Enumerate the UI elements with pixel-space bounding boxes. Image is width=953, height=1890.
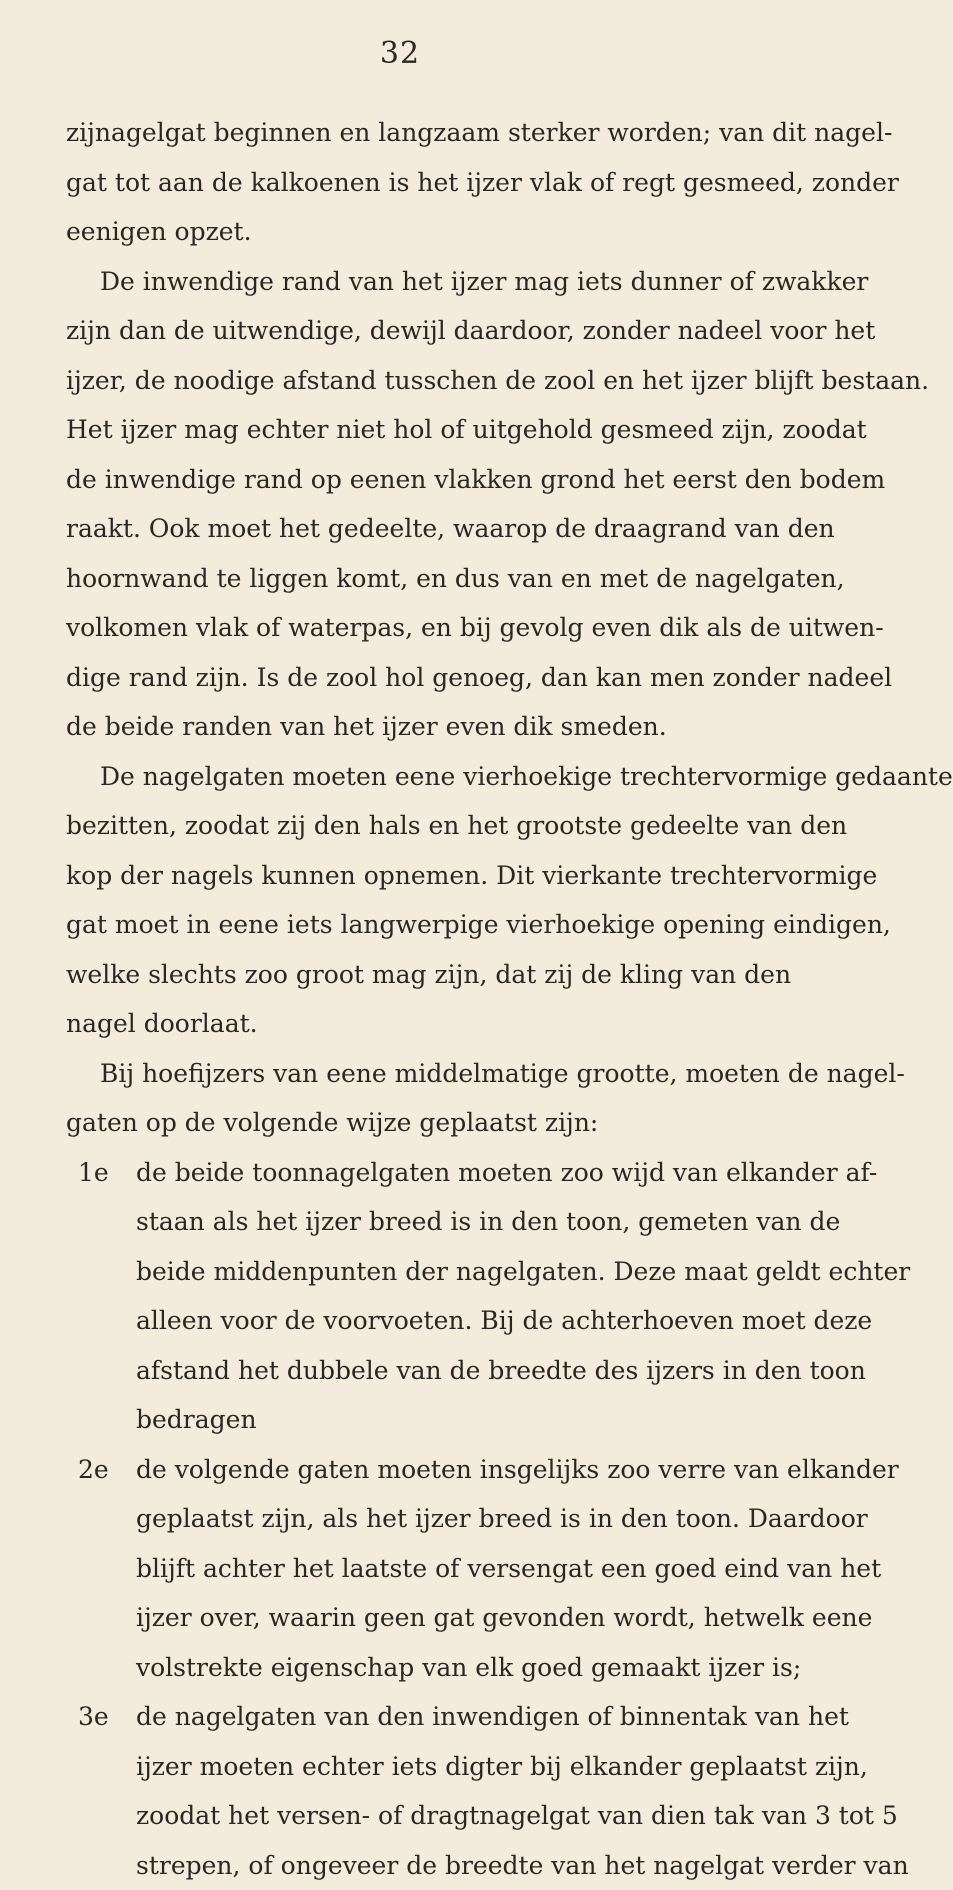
text-line: dige rand zijn. Is de zool hol genoeg, dan kan men zonder nadeel bbox=[66, 653, 766, 703]
text-line: raakt. Ook moet het gedeelte, waarop de draagrand van den bbox=[66, 504, 766, 554]
text-line: De inwendige rand van het ijzer mag iets dunner of zwakker bbox=[66, 257, 766, 307]
text-line: blijft achter het laatste of versengat een goed eind van het bbox=[66, 1544, 766, 1594]
text-line: eenigen opzet. bbox=[66, 207, 766, 257]
text-line: volkomen vlak of waterpas, en bij gevolg even dik als de uitwen- bbox=[66, 603, 766, 653]
text-line: ijzer, de noodige afstand tusschen de zool en het ijzer blijft bestaan. bbox=[66, 356, 766, 406]
text-span: de volgende gaten moeten insgelijks zoo verre van elkander bbox=[136, 1455, 899, 1484]
page-number: 32 bbox=[0, 36, 800, 71]
text-line: gat moet in eene iets langwerpige vierhoekige opening eindigen, bbox=[66, 900, 766, 950]
list-marker: 3e bbox=[78, 1692, 136, 1742]
list-item-3-line bbox=[66, 1692, 766, 1742]
text-line: nagel doorlaat. bbox=[66, 999, 766, 1049]
text-line: bezitten, zoodat zij den hals en het grootste gedeelte van den bbox=[66, 801, 766, 851]
text-span: de nagelgaten van den inwendigen of binnentak van het bbox=[136, 1702, 849, 1731]
list-marker: 1e bbox=[78, 1148, 136, 1198]
text-line: welke slechts zoo groot mag zijn, dat zij de kling van den bbox=[66, 950, 766, 1000]
body-text bbox=[66, 108, 766, 1890]
text-line: zoodat het versen- of dragtnagelgat van dien tak van 3 tot 5 bbox=[66, 1791, 766, 1841]
text-line: de inwendige rand op eenen vlakken grond het eerst den bodem bbox=[66, 455, 766, 505]
text-line: volstrekte eigenschap van elk goed gemaakt ijzer is; bbox=[66, 1643, 766, 1693]
text-line: Het ijzer mag echter niet hol of uitgehold gesmeed zijn, zoodat bbox=[66, 405, 766, 455]
text-line: zijnagelgat beginnen en langzaam sterker worden; van dit nagel- bbox=[66, 108, 766, 158]
text-line: beide middenpunten der nagelgaten. Deze maat geldt echter bbox=[66, 1247, 766, 1297]
text-line: kop der nagels kunnen opnemen. Dit vierkante trechtervormige bbox=[66, 851, 766, 901]
text-line: geplaatst zijn, als het ijzer breed is in den toon. Daardoor bbox=[66, 1494, 766, 1544]
text-line: De nagelgaten moeten eene vierhoekige trechtervormige gedaante bbox=[66, 752, 766, 802]
text-span: de beide toonnagelgaten moeten zoo wijd van elkander af- bbox=[136, 1158, 877, 1187]
text-line: zijn dan de uitwendige, dewijl daardoor, zonder nadeel voor het bbox=[66, 306, 766, 356]
list-item-1-line bbox=[66, 1148, 766, 1198]
list-marker: 2e bbox=[78, 1445, 136, 1495]
text-line: afstand het dubbele van de breedte des ijzers in den toon bbox=[66, 1346, 766, 1396]
text-line: ijzer over, waarin geen gat gevonden wordt, hetwelk eene bbox=[66, 1593, 766, 1643]
text-line: bedragen bbox=[66, 1395, 766, 1445]
text-line: staan als het ijzer breed is in den toon, gemeten van de bbox=[66, 1197, 766, 1247]
list-item-2-line bbox=[66, 1445, 766, 1495]
text-line: gat tot aan de kalkoenen is het ijzer vlak of regt gesmeed, zonder bbox=[66, 158, 766, 208]
text-line: gaten op de volgende wijze geplaatst zijn: bbox=[66, 1098, 766, 1148]
text-line: alleen voor de voorvoeten. Bij de achterhoeven moet deze bbox=[66, 1296, 766, 1346]
text-line: ijzer moeten echter iets digter bij elkander geplaatst zijn, bbox=[66, 1742, 766, 1792]
text-line: de beide randen van het ijzer even dik smeden. bbox=[66, 702, 766, 752]
text-line: strepen, of ongeveer de breedte van het nagelgat verder van bbox=[66, 1841, 766, 1890]
text-line: hoornwand te liggen komt, en dus van en met de nagelgaten, bbox=[66, 554, 766, 604]
text-line: Bij hoefijzers van eene middelmatige grootte, moeten de nagel- bbox=[66, 1049, 766, 1099]
